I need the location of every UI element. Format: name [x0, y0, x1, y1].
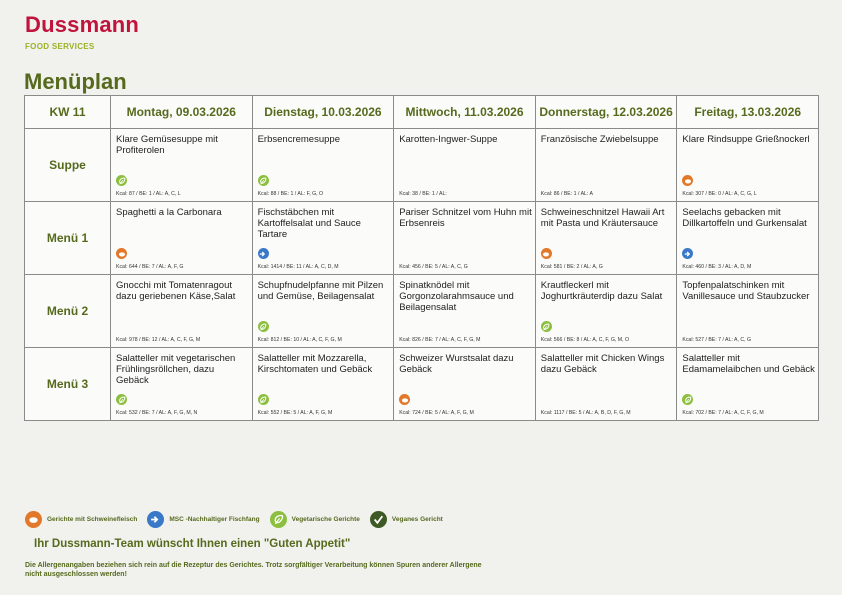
legend-label: MSC -Nachhaltiger Fischfang [169, 516, 260, 523]
dish-name: Salatteller mit vegetarischen Frühlingsröllchen, dazu Gebäck [116, 353, 236, 386]
brand-subtitle: FOOD SERVICES [25, 42, 95, 51]
day-header: Freitag, 13.03.2026 [677, 96, 819, 129]
dish-name: Schupfnudelpfanne mit Pilzen und Gemüse, Beilagensalat [257, 280, 384, 302]
menu-cell [677, 275, 819, 348]
logo [25, 12, 139, 51]
pork-icon [541, 248, 552, 259]
legend-label: Vegetarische Gerichte [291, 516, 360, 523]
nutrition-info: Kcal: 724 / BE: 5 / AL: A, F, G, M [399, 410, 474, 416]
day-header: Dienstag, 10.03.2026 [252, 96, 394, 129]
menu-cell [394, 202, 536, 275]
vegetarian-icon [116, 394, 127, 405]
nutrition-info: Kcal: 826 / BE: 7 / AL: A, C, F, G, M [399, 337, 481, 343]
vegetarian-icon [682, 394, 693, 405]
nutrition-info: Kcal: 307 / BE: 0 / AL: A, C, G, L [682, 191, 757, 197]
pork-icon [682, 175, 693, 186]
dish-name: Französische Zwiebelsuppe [540, 134, 659, 145]
page-title: Menüplan [24, 69, 127, 94]
dish-name: Schweineschnitzel Hawaii Art mit Pasta und Kräutersauce [540, 207, 665, 229]
legend-item [147, 511, 259, 528]
legend [25, 511, 453, 528]
brand-name: Dussmann [25, 12, 140, 37]
day-header: Montag, 09.03.2026 [111, 96, 253, 129]
menu-cell [535, 202, 677, 275]
menu-row [25, 129, 819, 202]
nutrition-info: Kcal: 460 / BE: 3 / AL: A, D, M [682, 264, 752, 270]
nutrition-info: Kcal: 702 / BE: 7 / AL: A, C, F, G, M [682, 410, 764, 416]
menu-cell [111, 275, 253, 348]
menu-row [25, 348, 819, 421]
pork-icon [25, 511, 42, 528]
allergen-disclaimer: Die Allergenangaben beziehen sich rein auf die Rezeptur des Gerichtes. Trotz sorgfältiger Verarbeitung können Spuren anderer Allergene nicht ausgeschlossen werden! [25, 562, 482, 578]
menu-cell [677, 129, 819, 202]
row-label: Suppe [25, 129, 111, 202]
dish-name: Schweizer Wurstsalat dazu Gebäck [399, 353, 514, 375]
vegetarian-icon [270, 511, 287, 528]
vegetarian-icon [258, 175, 269, 186]
nutrition-info: Kcal: 978 / BE: 12 / AL: A, C, F, G, M [116, 337, 201, 343]
row-label: Menü 1 [25, 202, 111, 275]
dish-name: Seelachs gebacken mit Dillkartoffeln und Gurkensalat [682, 207, 807, 229]
menu-cell [535, 129, 677, 202]
nutrition-info: Kcal: 88 / BE: 1 / AL: F, G, O [257, 191, 324, 197]
nutrition-info: Kcal: 581 / BE: 2 / AL: A, G [540, 264, 603, 270]
nutrition-info: Kcal: 456 / BE: 5 / AL: A, C, G [399, 264, 468, 270]
menu-cell [394, 275, 536, 348]
greeting: Ihr Dussmann-Team wünscht Ihnen einen "Guten Appetit" [34, 538, 351, 550]
legend-label: Gerichte mit Schweinefleisch [47, 516, 138, 523]
nutrition-info: Kcal: 1117 / BE: 5 / AL: A, B, D, F, G, M [540, 410, 631, 416]
nutrition-info: Kcal: 552 / BE: 5 / AL: A, F, G, M [257, 410, 333, 416]
menu-cell [535, 348, 677, 421]
dish-name: Spaghetti a la Carbonara [116, 207, 222, 218]
nutrition-info: Kcal: 38 / BE: 1 / AL: [399, 191, 447, 197]
menu-cell [111, 129, 253, 202]
dish-name: Klare Gemüsesuppe mit Profiterolen [116, 134, 218, 156]
dish-name: Salatteller mit Edamamelaibchen und Gebäck [682, 353, 815, 375]
vegetarian-icon [116, 175, 127, 186]
week-header: KW 11 [25, 96, 111, 129]
menu-cell [252, 275, 394, 348]
fish-icon [682, 248, 693, 259]
menu-cell [252, 202, 394, 275]
vegetarian-icon [258, 394, 269, 405]
menu-cell [111, 348, 253, 421]
nutrition-info: Kcal: 527 / BE: 7 / AL: A, C, G [682, 337, 751, 343]
row-label: Menü 2 [25, 275, 111, 348]
fish-icon [147, 511, 164, 528]
day-header: Donnerstag, 12.03.2026 [535, 96, 677, 129]
dish-name: Spinatknödel mit Gorgonzolarahmsauce und Beilagensalat [399, 280, 514, 313]
dish-name: Erbsencremesuppe [257, 134, 340, 145]
menu-row [25, 275, 819, 348]
menu-row [25, 202, 819, 275]
menu-cell [394, 129, 536, 202]
dish-name: Gnocchi mit Tomatenragout dazu geriebenen Käse,Salat [116, 280, 236, 302]
nutrition-info: Kcal: 644 / BE: 7 / AL: A, F, G [116, 264, 184, 270]
nutrition-info: Kcal: 566 / BE: 8 / AL: A, C, F, G, M, O [540, 337, 630, 343]
menu-cell [252, 129, 394, 202]
nutrition-info: Kcal: 532 / BE: 7 / AL: A, F, G, M, N [116, 410, 198, 416]
day-header: Mittwoch, 11.03.2026 [394, 96, 536, 129]
pork-icon [116, 248, 127, 259]
menu-cell [535, 275, 677, 348]
dish-name: Topfenpalatschinken mit Vanillesauce und Staubzucker [682, 280, 810, 302]
dish-name: Karotten-Ingwer-Suppe [399, 134, 498, 145]
menu-cell [252, 348, 394, 421]
legend-item [25, 511, 137, 528]
nutrition-info: Kcal: 87 / BE: 1 / AL: A, C, L [116, 191, 181, 197]
menu-cell [111, 202, 253, 275]
legend-item [370, 511, 443, 528]
row-label: Menü 3 [25, 348, 111, 421]
header-row [25, 96, 819, 129]
legend-label: Veganes Gericht [391, 516, 443, 523]
menu-cell [394, 348, 536, 421]
menu-cell [677, 202, 819, 275]
dish-name: Krautfleckerl mit Joghurtkräuterdip dazu Salat [540, 280, 663, 302]
dish-name: Salatteller mit Mozzarella, Kirschtomaten und Gebäck [257, 353, 373, 375]
menu-table [24, 95, 819, 421]
vegetarian-icon [541, 321, 552, 332]
nutrition-info: Kcal: 1414 / BE: 11 / AL: A, C, D, M [257, 264, 339, 270]
pork-icon [399, 394, 410, 405]
legend-item [270, 511, 360, 528]
dish-name: Pariser Schnitzel vom Huhn mit Erbsenreis [399, 207, 532, 229]
vegetarian-icon [258, 321, 269, 332]
dish-name: Salatteller mit Chicken Wings dazu Gebäck [540, 353, 665, 375]
nutrition-info: Kcal: 86 / BE: 1 / AL: A [540, 191, 593, 197]
fish-icon [258, 248, 269, 259]
nutrition-info: Kcal: 812 / BE: 10 / AL: A, C, F, G, M [257, 337, 342, 343]
menu-cell [677, 348, 819, 421]
dish-name: Klare Rindsuppe Grießnockerl [682, 134, 810, 145]
vegan-icon [370, 511, 387, 528]
dish-name: Fischstäbchen mit Kartoffelsalat und Sauce Tartare [257, 207, 361, 240]
